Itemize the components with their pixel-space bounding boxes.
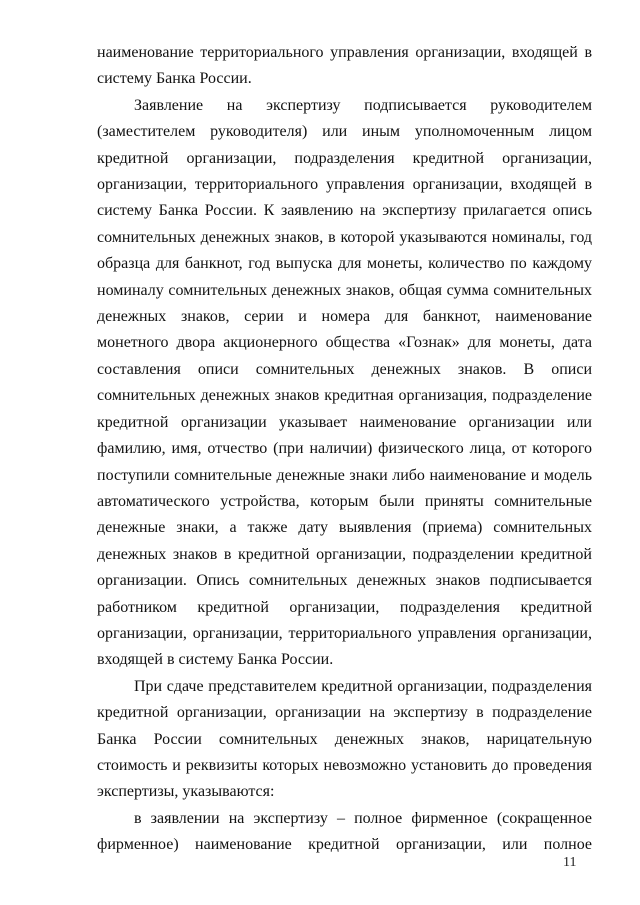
paragraph-application-details: в заявлении на экспертизу – полное фирменное (сокращенное фирменное) наименование кредитной организации, или полное — [97, 809, 592, 854]
document-body — [97, 40, 592, 859]
paragraph-continuation: наименование территориального управления организации, входящей в систему Банка России. — [97, 44, 592, 88]
paragraph-application-signing: Заявление на экспертизу подписывается руководителем (заместителем руководителя) или иным уполномоченным лицом кредитной организации, подразделения кредитной организации, организации, территориального управления организации, входящей в систему Банка России. К заявлению на экспертизу прилагается опись сомнительных денежных знаков, в которой указываются номиналы, год образца для банкнот, год выпуска для монеты, количество по каждому номиналу сомнительных денежных знаков, общая сумма сомнительных денежных знаков, серии и номера для банкнот, наименование монетного двора акционерного общества «Гознак» для монеты, дата составления описи сомнительных денежных знаков. В описи сомнительных денежных знаков кредитная организация, подразделение кредитной организации указывает наименование организации или фамилию, имя, отчество (при наличии) физического лица, от которого поступили сомнительные денежные знаки либо наименование и модель автоматического устройства, которым были приняты сомнительные денежные знаки, а также дату выявления (приема) сомнительных денежных знаков в кредитной организации, подразделении кредитной организации. Опись сомнительных денежных знаков подписывается работником кредитной организации, подразделения кредитной организации, организации, территориального управления организации, входящей в систему Банка России. — [97, 96, 592, 669]
paragraph-submission: При сдаче представителем кредитной организации, подразделения кредитной организации, организации на экспертизу в подразделение Банка России сомнительных денежных знаков, нарицательную стоимость и реквизиты которых невозможно установить до проведения экспертизы, указываются: — [97, 677, 592, 801]
page-number: 11 — [563, 855, 577, 870]
